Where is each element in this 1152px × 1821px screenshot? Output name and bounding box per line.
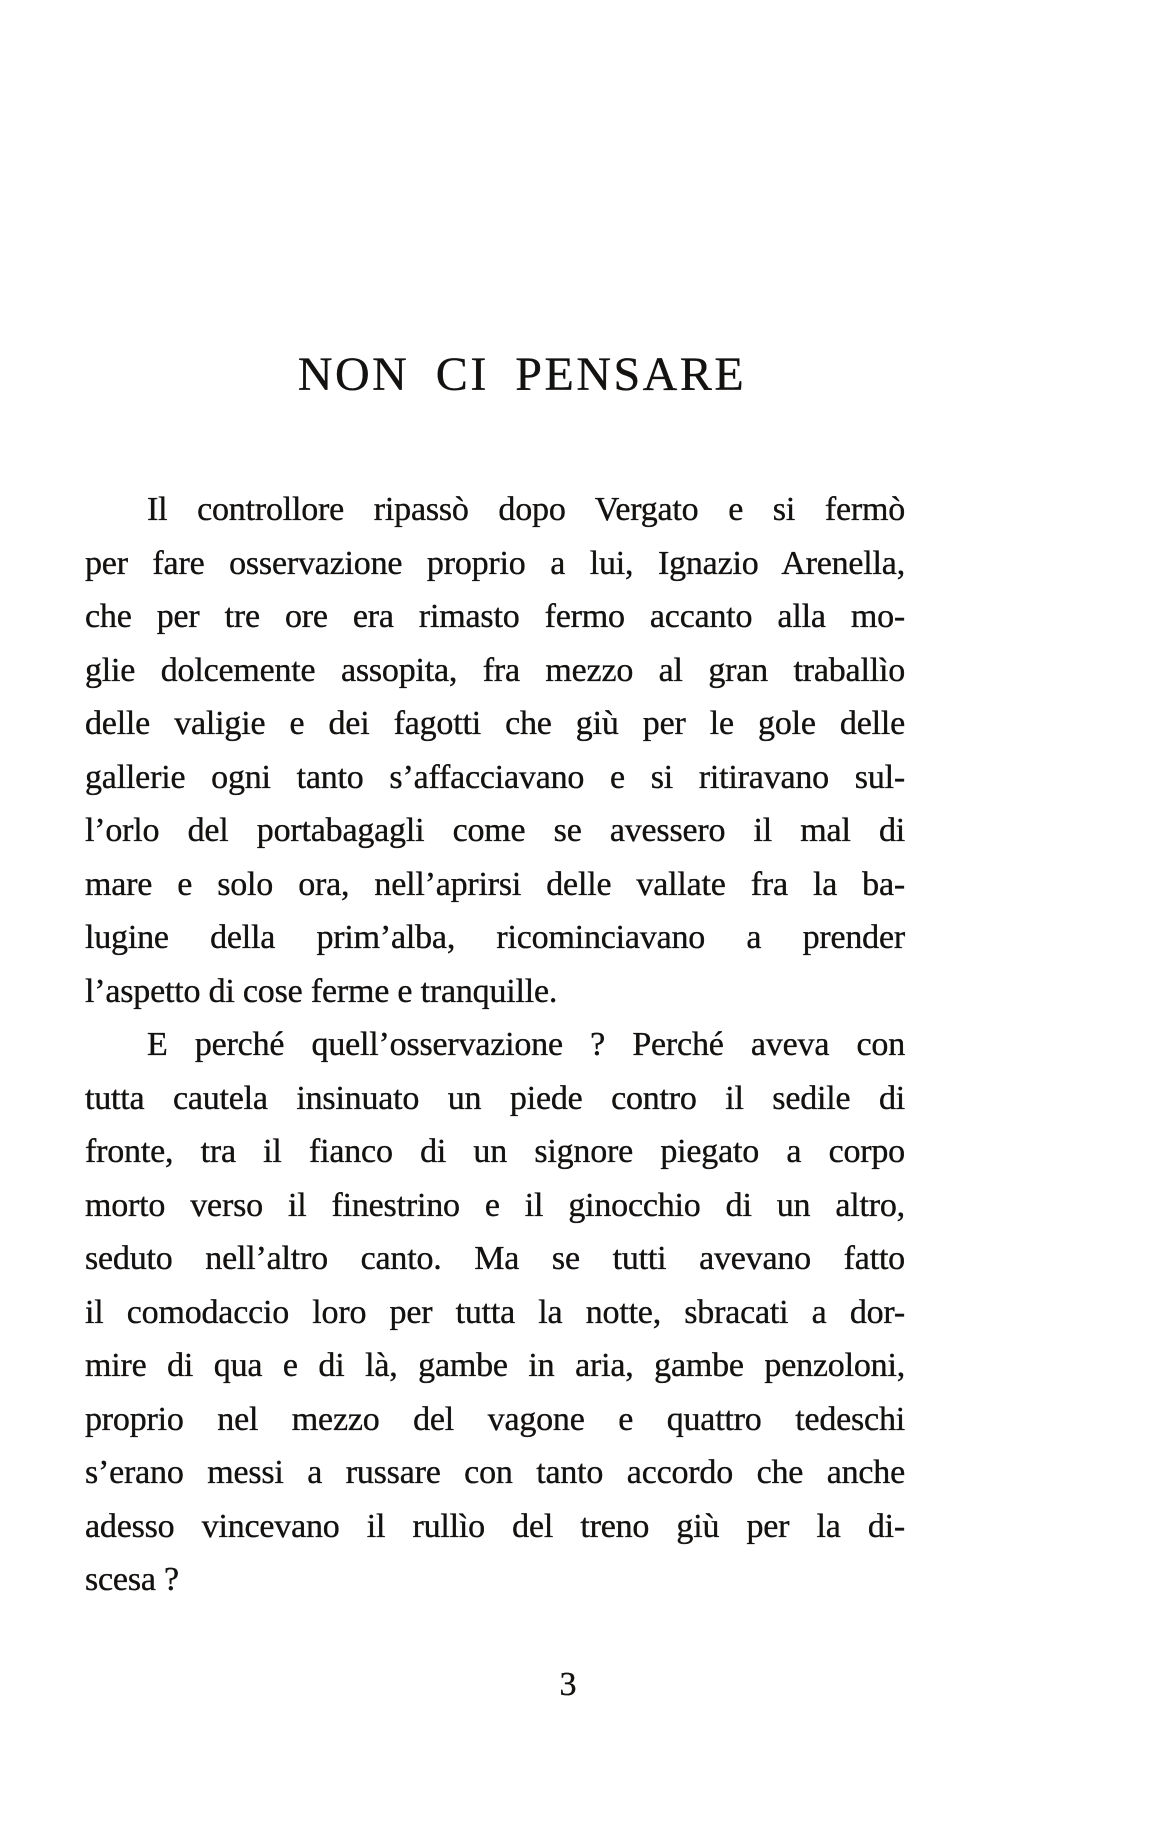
text-line: l’orlo del portabagagli come se avessero il mal di — [85, 812, 905, 849]
text-line: gallerie ogni tanto s’affacciavano e si ritiravano sul- — [85, 758, 905, 796]
text-line: E perché quell’osservazione ? Perché aveva con — [147, 1026, 905, 1063]
text-line: tutta cautela insinuato un piede contro il sedile di — [85, 1079, 905, 1117]
text-line: glie dolcemente assopita, fra mezzo al gran traballìo — [85, 651, 905, 689]
text-line: scesa ? — [85, 1561, 179, 1598]
text-line: s’erano messi a russare con tanto accordo che anche — [85, 1454, 905, 1491]
paragraph — [85, 1018, 905, 1607]
text-line: proprio nel mezzo del vagone e quattro tedeschi — [85, 1400, 905, 1438]
paragraph — [85, 483, 905, 1018]
text-line: che per tre ore era rimasto fermo accanto alla mo- — [85, 598, 905, 635]
text-line: il comodaccio loro per tutta la notte, sbracati a dor- — [85, 1293, 905, 1331]
text-line: seduto nell’altro canto. Ma se tutti avevano fatto — [85, 1240, 905, 1277]
text-line: mire di qua e di là, gambe in aria, gambe penzoloni, — [85, 1347, 905, 1384]
body-text — [85, 483, 905, 1607]
text-line: Il controllore ripassò dopo Vergato e si fermò — [147, 491, 905, 528]
text-line: morto verso il finestrino e il ginocchio di un altro, — [85, 1186, 905, 1224]
text-line: lugine della prim’alba, ricominciavano a prender — [85, 919, 905, 956]
text-line: l’aspetto di cose ferme e tranquille. — [85, 972, 558, 1010]
text-line: per fare osservazione proprio a lui, Ignazio Arenella, — [85, 544, 905, 582]
page-title: NON CI PENSARE — [297, 348, 747, 402]
text-line: delle valigie e dei fagotti che giù per le gole delle — [85, 705, 905, 742]
text-line: adesso vincevano il rullìo del treno giù per la di- — [85, 1507, 905, 1545]
page-number: 3 — [559, 1666, 577, 1703]
text-line: mare e solo ora, nell’aprirsi delle vallate fra la ba- — [85, 865, 905, 903]
text-line: fronte, tra il fianco di un signore piegato a corpo — [85, 1133, 905, 1170]
